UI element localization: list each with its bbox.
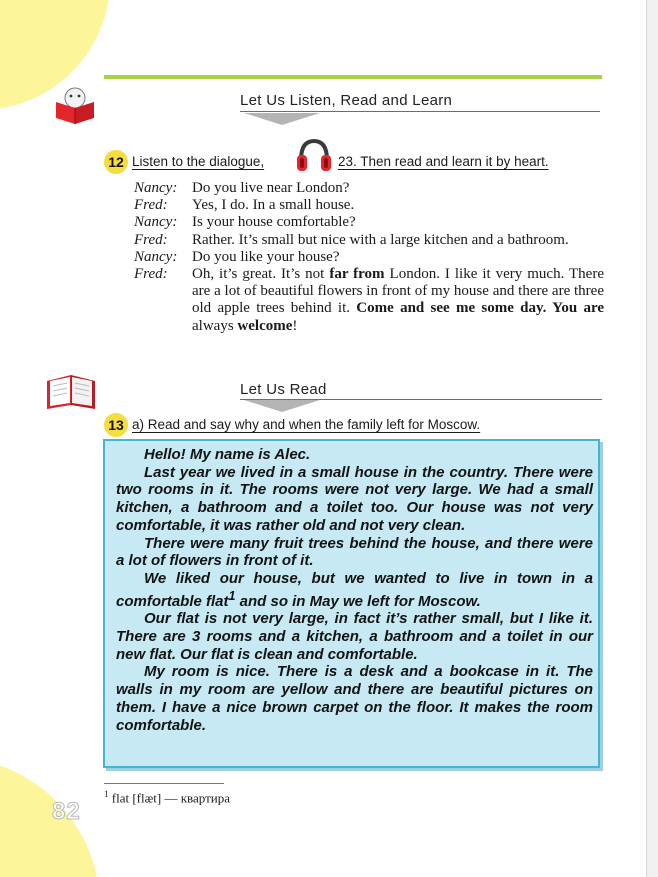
exercise-12-instruction-part1: Listen to the dialogue, <box>132 154 265 169</box>
bold-phrase: Come and see me some day. You are <box>356 300 604 317</box>
speech-text-formatted <box>192 266 604 335</box>
speaker-name: Fred: <box>134 197 168 214</box>
reading-text-box <box>103 439 600 768</box>
corner-decoration-bottom <box>0 757 100 877</box>
reading-paragraph: My room is nice. There is a desk and a bookcase in it. The walls in my room are yellow and there are beautiful pictures on them. I have a nice brown carpet on the floor. It makes the room comfortable. <box>116 663 593 734</box>
speaker-name: Nancy: <box>134 180 178 196</box>
section-arrow <box>244 400 320 412</box>
speaker-name: Nancy: <box>134 214 178 231</box>
top-rule <box>104 75 602 79</box>
bold-phrase: far from <box>329 266 385 283</box>
reading-paragraph: Our flat is not very large, in fact it’s rather small, but I like it. There are 3 rooms and a kitchen, a bathroom and a toilet in our new flat. Our flat is clean and comfortable. <box>116 610 593 663</box>
section-title-let-us-read: Let Us Read <box>240 381 327 398</box>
speech-text: Is your house comfortable? <box>192 214 356 231</box>
dialogue <box>134 180 604 335</box>
open-book-icon <box>44 371 98 411</box>
dialogue-line <box>134 232 604 249</box>
exercise-12-instruction-part2: 23. Then read and learn it by heart. <box>338 154 549 169</box>
section-title-listen-read-learn: Let Us Listen, Read and Learn <box>240 92 453 109</box>
speech-text: Do you live near London? <box>192 180 350 196</box>
footnote <box>104 789 230 806</box>
speech-text: Do you like your house? <box>192 248 340 265</box>
bold-phrase: welcome <box>237 317 293 334</box>
section-title-underline <box>240 111 600 112</box>
speech-segment: Oh, it’s great. It’s not <box>192 266 330 283</box>
paragraph-segment: and so in May we left for Moscow. <box>235 592 481 610</box>
reading-paragraph: There were many fruit trees behind the house, and there were a lot of flowers in front of it. <box>116 534 593 570</box>
dialogue-line <box>134 180 604 197</box>
dialogue-line <box>134 249 604 266</box>
footnote-marker: 1 <box>228 588 236 603</box>
speech-segment: London. I like it very much. There are a lot of beautiful flowers in front of my house and there are three old apple trees behind it. <box>192 266 604 317</box>
exercise-number-13: 13 <box>104 413 128 437</box>
speaker-name: Nancy: <box>134 248 178 265</box>
speaker-name: Fred: <box>134 266 168 283</box>
reading-text <box>116 446 593 734</box>
footnote-rule <box>104 783 224 784</box>
paragraph-segment: We liked our house, but we wanted to live in town in a comfortable flat <box>116 569 593 610</box>
exercise-number-12: 12 <box>104 150 128 174</box>
exercise-13-instruction: a) Read and say why and when the family left for Moscow. <box>132 417 481 432</box>
reading-paragraph: Hello! My name is Alec. <box>144 446 311 463</box>
dialogue-line <box>134 197 604 214</box>
headphones-icon[interactable] <box>294 136 334 174</box>
footnote-mark: 1 <box>104 789 109 799</box>
reading-paragraph <box>116 570 593 610</box>
footnote-text: flat [flæt] — квартира <box>108 790 230 806</box>
page-number: 82 <box>52 798 81 825</box>
speech-text: Rather. It’s small but nice with a large kitchen and a bathroom. <box>192 231 569 248</box>
speaker-name: Fred: <box>134 231 168 248</box>
speech-segment: ! <box>292 317 298 334</box>
reading-paragraph: Last year we lived in a small house in the country. There were two rooms in it. The rooms were not very large. We had a small kitchen, a bathroom and a toilet too. Our house was not very comfortable, it was rather old and not very clean. <box>116 463 593 534</box>
speech-segment: always <box>192 317 238 334</box>
dialogue-line <box>134 266 604 335</box>
speech-text: Yes, I do. In a small house. <box>192 197 355 214</box>
dialogue-line <box>134 214 604 231</box>
reading-boy-icon <box>52 86 102 126</box>
section-arrow <box>244 113 320 125</box>
